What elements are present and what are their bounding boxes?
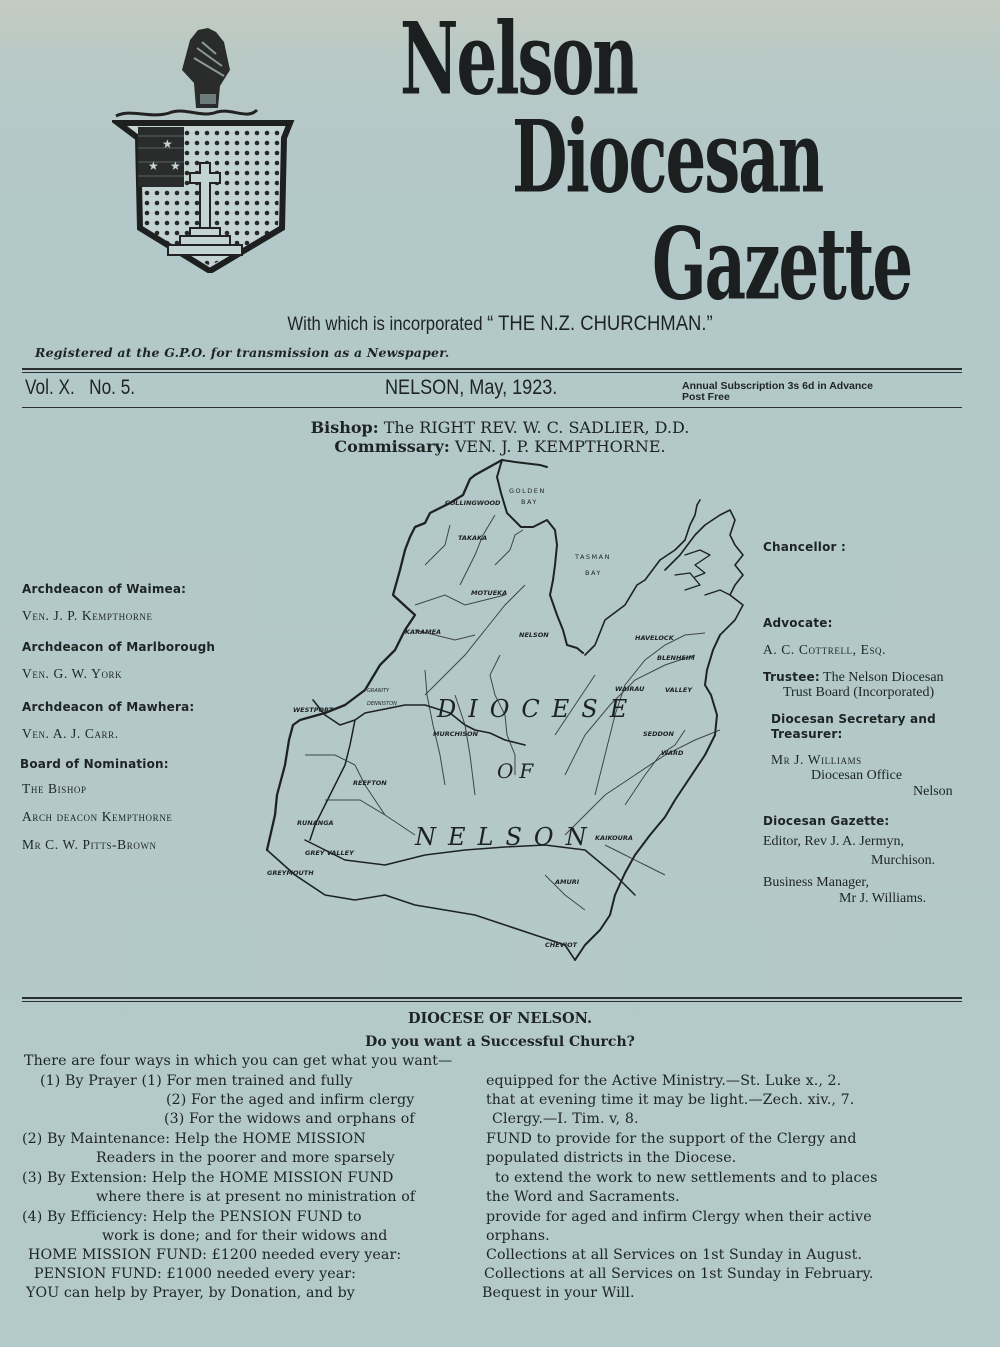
officers-block (0, 418, 1000, 456)
appeal-line-right: populated districts in the Diocese. (486, 1150, 737, 1166)
appeal-line-right: Collections at all Services on 1st Sunday in February. (484, 1266, 874, 1282)
appeal-line-left: (3) By Extension: Help the HOME MISSION FUND (22, 1170, 394, 1186)
secretary-name: Mr J. Williams (771, 752, 862, 767)
svg-text:GOLDEN: GOLDEN (509, 487, 546, 495)
appeal-line-left: PENSION FUND: £1000 needed every year: (34, 1266, 357, 1282)
appeal-line-left: (1) By Prayer (1) For men trained and fully (40, 1073, 353, 1089)
svg-text:GREY VALLEY: GREY VALLEY (305, 849, 354, 857)
svg-text:HAVELOCK: HAVELOCK (635, 634, 674, 642)
subscription-price: Annual Subscription 3s 6d in Advance (682, 380, 873, 392)
appeal-line-left: (3) For the widows and orphans of (164, 1111, 415, 1127)
appeal-subtitle: Do you want a Successful Church? (365, 1034, 635, 1050)
trustee-block (763, 670, 993, 700)
svg-text:REEFTON: REEFTON (353, 779, 387, 787)
svg-text:DENNISTON: DENNISTON (367, 701, 397, 707)
svg-text:BAY: BAY (521, 498, 538, 506)
section-rule (22, 997, 962, 1002)
left-column-officers (22, 582, 215, 853)
subscription-notice (682, 381, 873, 403)
trustee-line2: Trust Board (Incorporated) (783, 685, 935, 700)
appeal-line-right: Clergy.—I. Tim. v, 8. (492, 1111, 639, 1127)
svg-text:GRANITY: GRANITY (367, 688, 390, 694)
svg-text:★: ★ (148, 159, 159, 173)
secretary-heading (763, 712, 993, 742)
svg-text:WARD: WARD (661, 749, 684, 757)
incorporated-line (60, 312, 940, 336)
appeal-intro: There are four ways in which you can get what you want— (24, 1053, 453, 1069)
board-member: Mr C. W. Pitts-Brown (22, 837, 157, 852)
subscription-postage: Post Free (682, 391, 730, 403)
appeal-line-left: (2) By Maintenance: Help the HOME MISSION (22, 1131, 366, 1147)
chancellor-heading: Chancellor : (763, 540, 847, 554)
svg-text:★: ★ (162, 137, 173, 151)
board-heading: Board of Nomination: (20, 757, 169, 771)
svg-text:WAIRAU: WAIRAU (615, 685, 645, 693)
advocate-heading: Advocate: (763, 616, 833, 630)
commissary-name: VEN. J. P. KEMPTHORNE. (454, 437, 666, 456)
bishop-label: Bishop: (310, 418, 379, 437)
svg-text:RUNANGA: RUNANGA (297, 819, 334, 827)
appeal-line-right: orphans. (486, 1228, 550, 1244)
trustee-label: Trustee: (763, 670, 820, 684)
diocese-map-illustration (265, 455, 745, 975)
svg-text:TASMAN: TASMAN (575, 553, 611, 561)
incorporated-prefix: With which is incorporated (287, 314, 483, 335)
appeal-title: DIOCESE OF NELSON. (407, 1010, 593, 1027)
svg-text:NELSON: NELSON (415, 823, 599, 851)
issue-number: No. 5. (89, 376, 136, 399)
board-member: Arch deacon Kempthorne (22, 809, 173, 824)
svg-text:WESTPORT: WESTPORT (293, 706, 334, 714)
diocese-map (265, 455, 745, 975)
waimea-name: Ven. J. P. Kempthorne (22, 608, 153, 623)
advocate-name: A. C. Cottrell, Esq. (763, 642, 887, 657)
secretary-office: Diocesan Office (811, 768, 903, 783)
svg-text:★: ★ (170, 159, 181, 173)
svg-text:MURCHISON: MURCHISON (433, 730, 479, 738)
marlborough-heading: Archdeacon of Marlborough (22, 640, 216, 654)
commissary-label: Commissary: (334, 437, 450, 456)
volume-number: Vol. X. (25, 376, 75, 399)
appeal-line-right: Bequest in your Will. (482, 1285, 635, 1301)
svg-text:SEDDON: SEDDON (643, 730, 674, 738)
gazette-heading: Diocesan Gazette: (763, 814, 890, 828)
svg-text:VALLEY: VALLEY (665, 686, 693, 694)
svg-text:KARAMEA: KARAMEA (405, 628, 442, 636)
mawhera-name: Ven. A. J. Carr. (22, 726, 119, 741)
appeal-line-left: HOME MISSION FUND: £1200 needed every year: (28, 1247, 402, 1263)
appeal-line-right: FUND to provide for the support of the Clergy and (486, 1131, 857, 1147)
svg-text:COLLINGWOOD: COLLINGWOOD (445, 499, 501, 507)
svg-text:AMURI: AMURI (555, 878, 580, 886)
trustee-line1: The Nelson Diocesan (823, 670, 944, 685)
masthead-rule-bottom (22, 407, 962, 408)
appeal-line-left: Readers in the poorer and more sparsely (96, 1150, 395, 1166)
svg-text:BAY: BAY (585, 569, 602, 577)
appeal-line-left: YOU can help by Prayer, by Donation, and by (26, 1285, 355, 1301)
svg-text:CHEVIOT: CHEVIOT (545, 941, 578, 949)
registration-notice: Registered at the G.P.O. for transmission as a Newspaper. (35, 345, 450, 360)
incorporated-name: “ THE N.Z. CHURCHMAN.” (487, 312, 713, 335)
secretary-heading-line2: Treasurer: (771, 727, 843, 741)
svg-text:TAKAKA: TAKAKA (458, 534, 488, 542)
gazette-editor-place: Murchison. (871, 853, 936, 868)
gazette-manager: Business Manager, (763, 875, 869, 890)
gazette-manager-name: Mr J. Williams. (839, 891, 927, 906)
svg-text:DIOCESE: DIOCESE (437, 695, 640, 723)
issue-volume (25, 376, 135, 400)
secretary-heading-line1: Diocesan Secretary and (771, 712, 936, 726)
svg-text:BLENHEIM: BLENHEIM (657, 654, 695, 662)
masthead-title-nelson: Nelson (400, 2, 637, 119)
appeal-line-right: Collections at all Services on 1st Sunday in August. (486, 1247, 863, 1263)
mawhera-heading: Archdeacon of Mawhera: (22, 700, 195, 714)
svg-text:NELSON: NELSON (519, 631, 549, 639)
bishop-name: The RIGHT REV. W. C. SADLIER, D.D. (383, 418, 690, 437)
svg-text:KAIKOURA: KAIKOURA (595, 834, 633, 842)
appeal-line-right: that at evening time it may be light.—Zech. xiv., 7. (486, 1092, 855, 1108)
masthead-title-gazette: Gazette (652, 207, 912, 324)
issue-dateline: NELSON, May, 1923. (385, 376, 558, 399)
appeal-line-left: (4) By Efficiency: Help the PENSION FUND to (22, 1209, 362, 1225)
board-member: The Bishop (22, 781, 87, 796)
appeal-line-right: provide for aged and infirm Clergy when their active (486, 1209, 872, 1225)
bishop-line (0, 418, 1000, 437)
appeal-line-right: equipped for the Active Ministry.—St. Luke x., 2. (486, 1073, 842, 1089)
marlborough-name: Ven. G. W. York (22, 666, 123, 681)
diocesan-crest-icon (112, 28, 307, 273)
svg-text:MOTUEKA: MOTUEKA (471, 589, 508, 597)
gazette-editor: Editor, Rev J. A. Jermyn, (763, 834, 904, 849)
masthead-title-diocesan: Diocesan (512, 100, 823, 217)
right-column-officers (763, 540, 993, 907)
svg-text:GREYMOUTH: GREYMOUTH (267, 869, 314, 877)
waimea-heading: Archdeacon of Waimea: (22, 582, 187, 596)
secretary-place: Nelson (913, 784, 953, 799)
appeal-line-left: (2) For the aged and infirm clergy (166, 1092, 415, 1108)
svg-text:OF: OF (497, 759, 540, 783)
appeal-line-left: work is done; and for their widows and (102, 1228, 388, 1244)
masthead-rule-top (22, 368, 962, 373)
appeal-line-right: to extend the work to new settlements and to places (495, 1170, 878, 1186)
commissary-line (0, 437, 1000, 456)
appeal-line-left: where there is at present no ministration of (96, 1189, 416, 1205)
appeal-line-right: the Word and Sacraments. (486, 1189, 680, 1205)
